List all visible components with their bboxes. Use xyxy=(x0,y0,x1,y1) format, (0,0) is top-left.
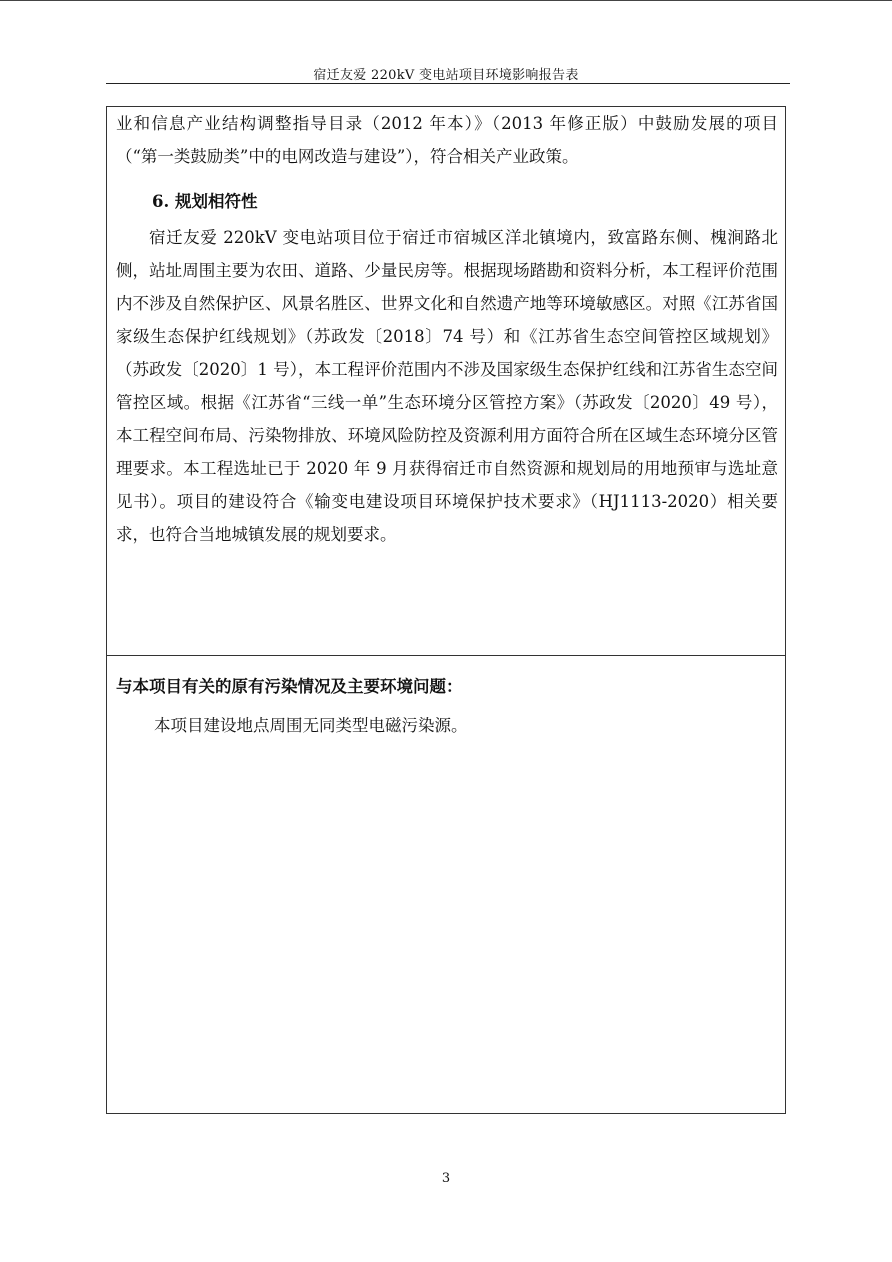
page-top-edge xyxy=(0,0,892,1)
pollution-section-heading: 与本项目有关的原有污染情况及主要环境问题： xyxy=(116,677,463,696)
planning-section-body: 宿迁友爱 220kV 变电站项目位于宿迁市宿城区洋北镇境内，致富路东侧、槐涧路北侧，站址周围主要为农田、道路、少量民房等。根据现场踏勘和资料分析，本工程评价范围内不涉及自然保护区、风景名胜区、世界文化和自然遗产地等环境敏感区。对照《江苏省国家级生态保护红线规划》（苏政发〔2018〕74 号）和《江苏省生态空间管控区域规划》（苏政发〔2020〕1 号），本工程评价范围内不涉及国家级生态保护红线和江苏省生态空间管控区域。根据《江苏省“三线一单”生态环境分区管控方案》（苏政发〔2020〕49 号），本工程空间布局、污染物排放、环境风险防控及资源利用方面符合所在区域生态环境分区管理要求。本工程选址已于 2020 年 9 月获得宿迁市自然资源和规划局的用地预审与选址意见书）。项目的建设符合《输变电建设项目环境保护技术要求》（HJ1113-2020）相关要求，也符合当地城镇发展的规划要求。 xyxy=(116,228,778,544)
planning-section-heading: 6. 规划相符性 xyxy=(152,192,258,211)
header-rule xyxy=(106,83,790,84)
policy-continuation-paragraph: 业和信息产业结构调整指导目录（2012 年本）》（2013 年修正版）中鼓励发展的项目（“第一类鼓励类”中的电网改造与建设”），符合相关产业政策。 xyxy=(116,114,778,166)
pollution-section-body: 本项目建设地点周围无同类型电磁污染源。 xyxy=(154,716,468,735)
document-header-title: 宿迁友爱 220kV 变电站项目环境影响报告表 xyxy=(313,68,579,83)
table-row-divider xyxy=(107,655,785,656)
page-number: 3 xyxy=(441,1171,451,1186)
content-table xyxy=(106,106,786,1114)
